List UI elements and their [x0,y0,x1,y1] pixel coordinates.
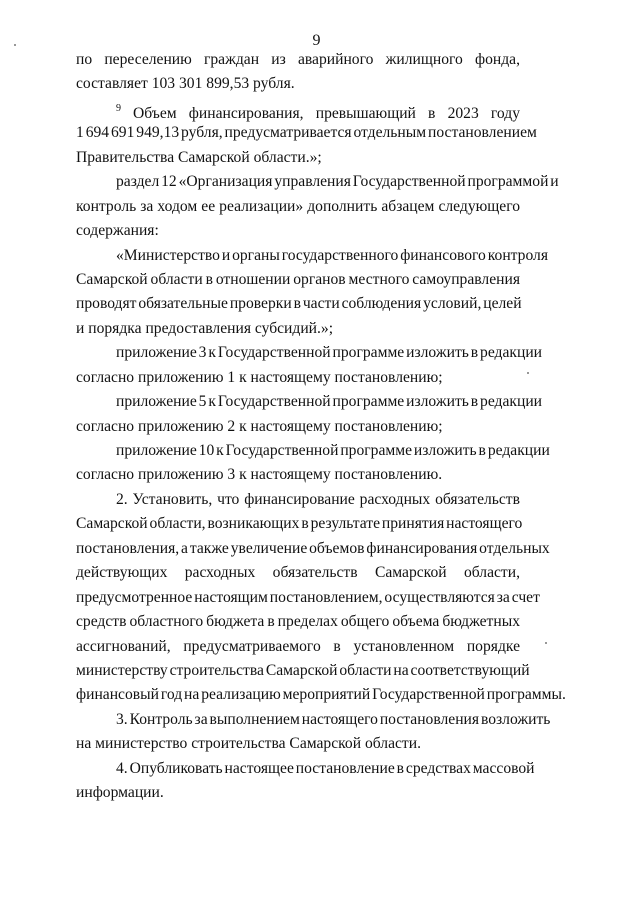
line-content [76,635,520,659]
line-text: Объем финансирования, превышающий в 2023 году [133,104,520,122]
paragraph [76,757,535,806]
text-line [76,97,520,121]
line-content [76,48,520,72]
line-content [76,268,520,292]
line-text: предусмотренное настоящим постановлением, осуществляются за счет [76,588,540,606]
line-content [76,586,540,610]
scan-speck [14,44,16,46]
text-line [76,390,543,414]
line-content [76,781,164,805]
text-line [76,341,543,365]
line-text: Самарской области, возникающих в результате принятия настоящего [76,515,523,533]
line-content [116,390,542,414]
footnote-mark: 9 [116,102,121,114]
paragraph [76,48,520,97]
line-text: министерству строительства Самарской области на соответствующий [76,661,530,679]
paragraph [76,244,549,342]
line-content [116,170,559,194]
line-content [76,537,550,561]
paragraph [76,390,543,439]
line-content [76,317,333,341]
line-content [76,121,537,145]
text-line [76,659,530,683]
line-content [76,561,520,585]
line-text: 3. Контроль за выполнением настоящего постановления возложить [116,710,551,728]
line-text: согласно приложению 3 к настоящему постановлению. [76,466,443,484]
text-line [76,781,520,805]
line-text: и порядка предоставления субсидий.»; [76,319,334,337]
text-line [76,586,540,610]
text-line [76,244,549,268]
line-text: приложение 5 к Государственной программе изложить в редакции [116,393,543,411]
line-content [76,292,522,316]
line-content [116,708,550,732]
scan-speck [545,642,547,644]
text-line [76,683,566,707]
line-content [116,439,550,463]
text-line [76,48,520,72]
line-text: ассигнований, предусматриваемого в установленном порядке [76,637,520,655]
document-body [76,48,566,806]
line-content [76,512,522,536]
line-text: на министерство строительства Самарской области. [76,735,421,753]
line-text: контроль за ходом ее реализации» дополнить абзацем следующего [76,197,520,215]
text-line [76,610,520,634]
text-line [76,635,520,659]
line-text: проводят обязательные проверки в части соблюдения условий, целей [76,295,522,313]
line-text: приложение 3 к Государственной программе изложить в редакции [116,344,543,362]
scan-speck [527,372,529,374]
line-content [76,683,566,707]
line-text: по переселению граждан из аварийного жилищного фонда, [76,51,520,68]
text-line [76,439,550,463]
line-text: постановления, а также увеличение объемов финансирования отдельных [76,539,550,557]
line-text: информации. [76,784,164,802]
text-line [76,170,559,194]
text-line [76,561,520,585]
line-text: 1 694 691 949,13 рубля, предусматривается отдельным постановлением [76,124,537,142]
text-line [76,537,550,561]
line-content [76,366,443,390]
paragraph [76,97,537,170]
text-line [76,488,520,512]
text-line [76,512,523,536]
line-text: 4. Опубликовать настоящее постановление в средствах массовой [116,759,535,777]
line-content [76,219,159,243]
line-text: составляет 103 301 899,53 рубля. [76,75,295,93]
text-line [76,146,520,170]
line-text: раздел 12 «Организация управления Государственной программой и [116,173,559,191]
line-text: согласно приложению 2 к настоящему постановлению; [76,417,443,435]
text-line [76,72,520,96]
text-line [76,121,537,145]
text-line [76,219,520,243]
line-content [116,244,548,268]
text-line [76,415,520,439]
line-text: согласно приложению 1 к настоящему постановлению; [76,368,443,386]
line-content [76,195,520,219]
line-content [116,757,535,781]
line-content [76,610,520,634]
paragraph [76,708,551,757]
text-line [76,366,520,390]
page-number: 9 [312,32,321,49]
line-content [76,659,530,683]
line-content [76,732,421,756]
line-text: средств областного бюджета в пределах общего объема бюджетных [76,613,520,631]
text-line [76,463,520,487]
paragraph [76,439,550,488]
line-text: 2. Установить, что финансирование расходных обязательств [116,490,520,508]
line-text: содержания: [76,222,159,240]
line-text: финансовый год на реализацию мероприятий Государственной программы. [76,686,566,704]
text-line [76,732,520,756]
paragraph [76,341,543,390]
line-text: действующих расходных обязательств Самарской области, [76,564,520,582]
paragraph [76,488,566,708]
text-line [76,292,520,316]
line-text: «Министерство и органы государственного финансового контроля [116,246,549,264]
line-content [76,146,322,170]
line-text: приложение 10 к Государственной программе изложить в редакции [116,442,550,459]
text-line [76,708,551,732]
text-line [76,317,520,341]
text-line [76,268,520,292]
line-content [76,463,442,487]
line-content [116,341,542,365]
line-content [116,488,520,512]
line-content [76,72,295,96]
line-content [76,415,443,439]
line-text: Самарской области в отношении органов местного самоуправления [76,270,520,288]
text-line [76,757,535,781]
text-line [76,195,520,219]
line-text: Правительства Самарской области.»; [76,148,322,166]
paragraph [76,170,559,243]
